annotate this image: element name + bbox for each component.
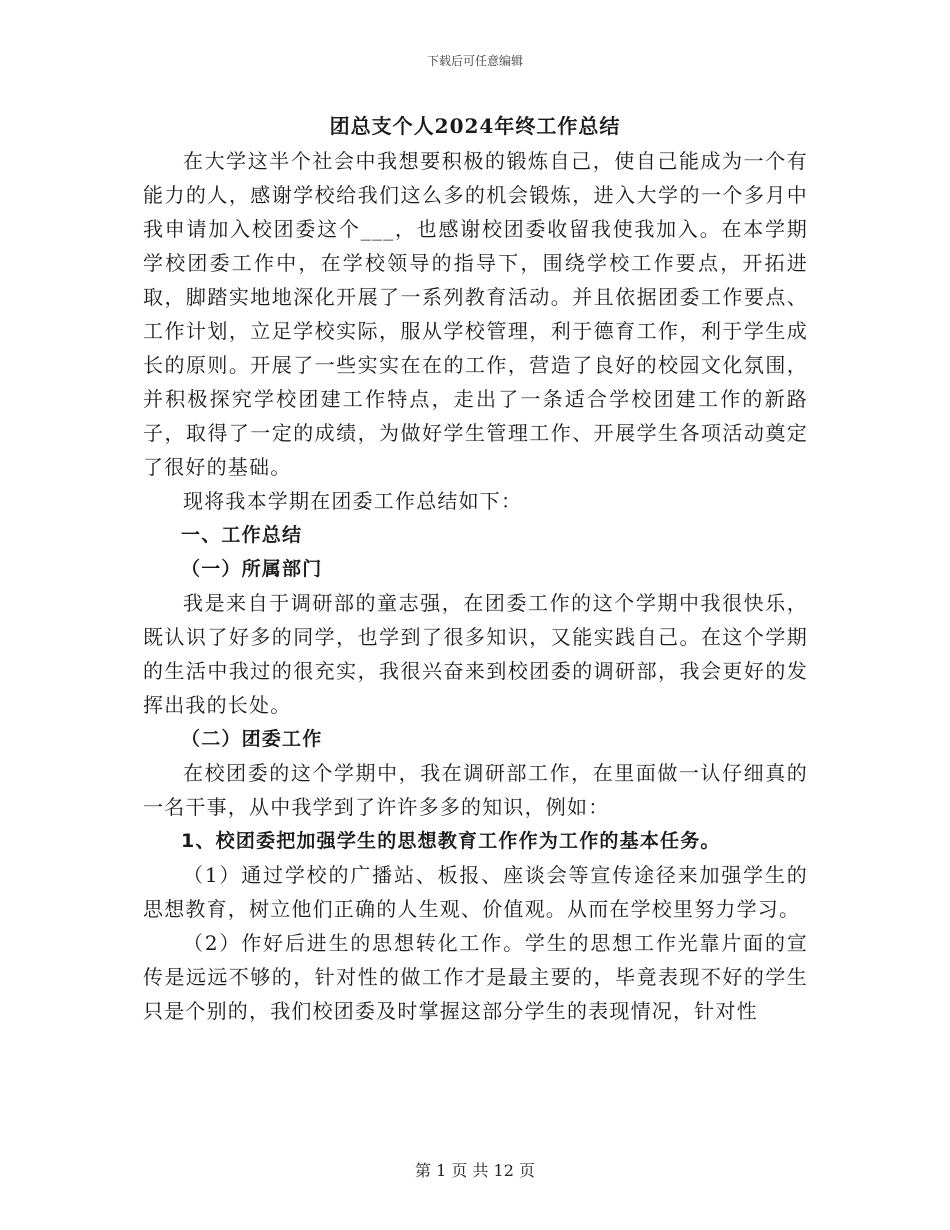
paragraph-intro: 在大学这半个社会中我想要积极的锻炼自己，使自己能成为一个有能力的人，感谢学校给我们这么多的机会锻炼，进入大学的一个多月中我申请加入校团委这个___，也感谢校团委收留我使我加入。在本学期学校团委工作中，在学校领导的指导下，围绕学校工作要点，开拓进取，脚踏实地地深化开展了一系列教育活动。并且依据团委工作要点、工作计划，立足学校实际，服从学校管理，利于德育工作，利于学生成长的原则。开展了一些实实在在的工作，营造了良好的校园文化氛围，并积极探究学校团建工作特点，走出了一条适合学校团建工作的新路子，取得了一定的成绩，为做好学生管理工作、开展学生各项活动奠定了很好的基础。	[143, 149, 808, 479]
document-title: 团总支个人2024年终工作总结	[329, 114, 621, 138]
heading-work-summary: 一、工作总结	[181, 524, 303, 546]
heading-league-work: （二）团委工作	[181, 728, 323, 750]
paragraph-league-work: 在校团委的这个学期中，我在调研部工作，在里面做一认仔细真的一名干事，从中我学到了许许多多的知识，例如：	[143, 761, 808, 819]
paragraph-item-2: （2）作好后进生的思想转化工作。学生的思想工作光靠片面的宣传是远远不够的，针对性的做工作才是最主要的，毕竟表现不好的学生只是个别的，我们校团委及时掌握这部分学生的表现情况，针对性	[143, 931, 808, 1023]
page-footer: 第 1 页 共 12 页	[415, 1161, 535, 1180]
page-header: 下载后可任意编辑	[426, 54, 523, 68]
heading-task-1: 1、校团委把加强学生的思想教育工作作为工作的基本任务。	[181, 830, 721, 852]
paragraph-department: 我是来自于调研部的童志强，在团委工作的这个学期中我很快乐，既认识了好多的同学，也学到了很多知识，又能实践自己。在这个学期的生活中我过的很充实，我很兴奋来到校团委的调研部，我会更好的发挥出我的长处。	[143, 591, 808, 717]
paragraph-item-1: （1）通过学校的广播站、板报、座谈会等宣传途径来加强学生的思想教育，树立他们正确的人生观、价值观。从而在学校里努力学习。	[143, 863, 808, 921]
paragraph-summary-lead: 现将我本学期在团委工作总结如下：	[183, 489, 523, 513]
document-body	[143, 144, 808, 1028]
heading-department: （一）所属部门	[181, 558, 323, 580]
